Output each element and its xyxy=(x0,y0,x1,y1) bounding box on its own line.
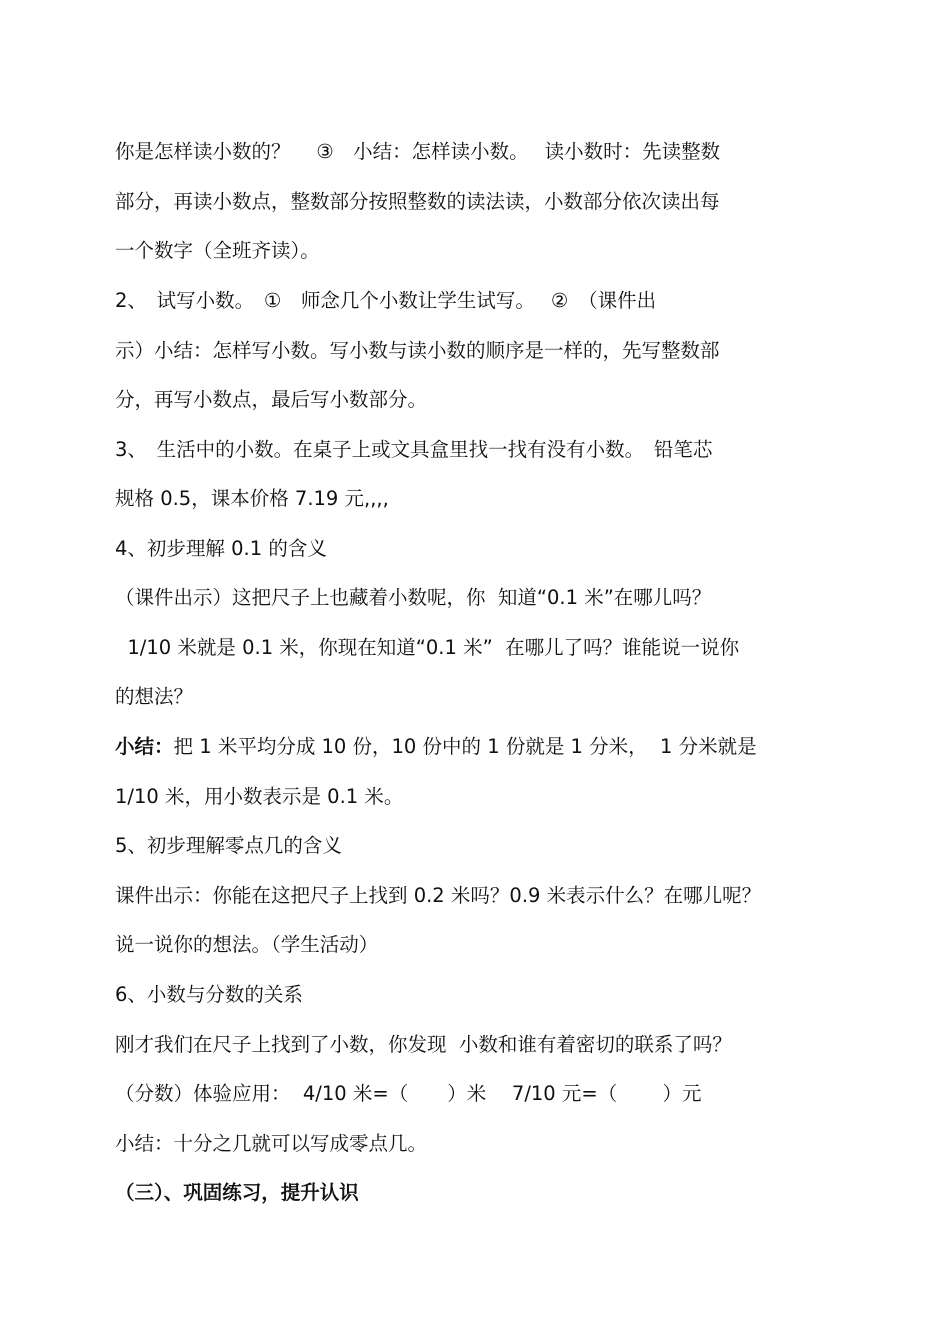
section-heading: 5、初步理解零点几的含义 xyxy=(115,834,342,857)
text-line: 小结：十分之几就可以写成零点几。 xyxy=(115,1132,428,1155)
summary-label: 小结： xyxy=(115,735,174,758)
text-line: 的想法？ xyxy=(115,685,194,708)
section-heading: 4、初步理解 0.1 的含义 xyxy=(115,537,327,560)
summary-text: 把 1 米平均分成 10 份，10 份中的 1 份就是 1 分米， 1 分米就是 xyxy=(173,735,757,758)
text-line: 你是怎样读小数的？ ③ 小结：怎样读小数。 读小数时：先读整数 xyxy=(115,140,721,163)
text-line: 部分，再读小数点，整数部分按照整数的读法读，小数部分依次读出每 xyxy=(115,190,720,213)
section-title: （三）、巩固练习，提升认识 xyxy=(115,1181,359,1204)
text-line: 规格 0.5，课本价格 7.19 元,,,, xyxy=(115,487,389,510)
text-line: （课件出示）这把尺子上也藏着小数呢，你 知道“0.1 米”在哪儿吗？ xyxy=(115,586,712,609)
text-line: 分，再写小数点，最后写小数部分。 xyxy=(115,388,428,411)
text-line: 3、 生活中的小数。在桌子上或文具盒里找一找有没有小数。 铅笔芯 xyxy=(115,438,713,461)
section-heading: 6、小数与分数的关系 xyxy=(115,983,303,1006)
text-line: 1/10 米，用小数表示是 0.1 米。 xyxy=(115,785,404,808)
text-line: 说一说你的想法。（学生活动） xyxy=(115,933,379,956)
text-line: 示）小结：怎样写小数。写小数与读小数的顺序是一样的，先写整数部 xyxy=(115,339,720,362)
text-line: 2、 试写小数。 ① 师念几个小数让学生试写。 ② （课件出 xyxy=(115,289,657,312)
text-line: 刚才我们在尺子上找到了小数，你发现 小数和谁有着密切的联系了吗？ xyxy=(115,1033,732,1056)
text-line: 课件出示：你能在这把尺子上找到 0.2 米吗？0.9 米表示什么？在哪儿呢？ xyxy=(115,884,762,907)
text-line: 一个数字（全班齐读）。 xyxy=(115,239,320,262)
text-line: （分数）体验应用： 4/10 米=（ ）米 7/10 元=（ ）元 xyxy=(115,1082,702,1105)
summary-line xyxy=(115,732,845,762)
text-line: 1/10 米就是 0.1 米，你现在知道“0.1 米” 在哪儿了吗？谁能说一说你 xyxy=(115,636,740,659)
